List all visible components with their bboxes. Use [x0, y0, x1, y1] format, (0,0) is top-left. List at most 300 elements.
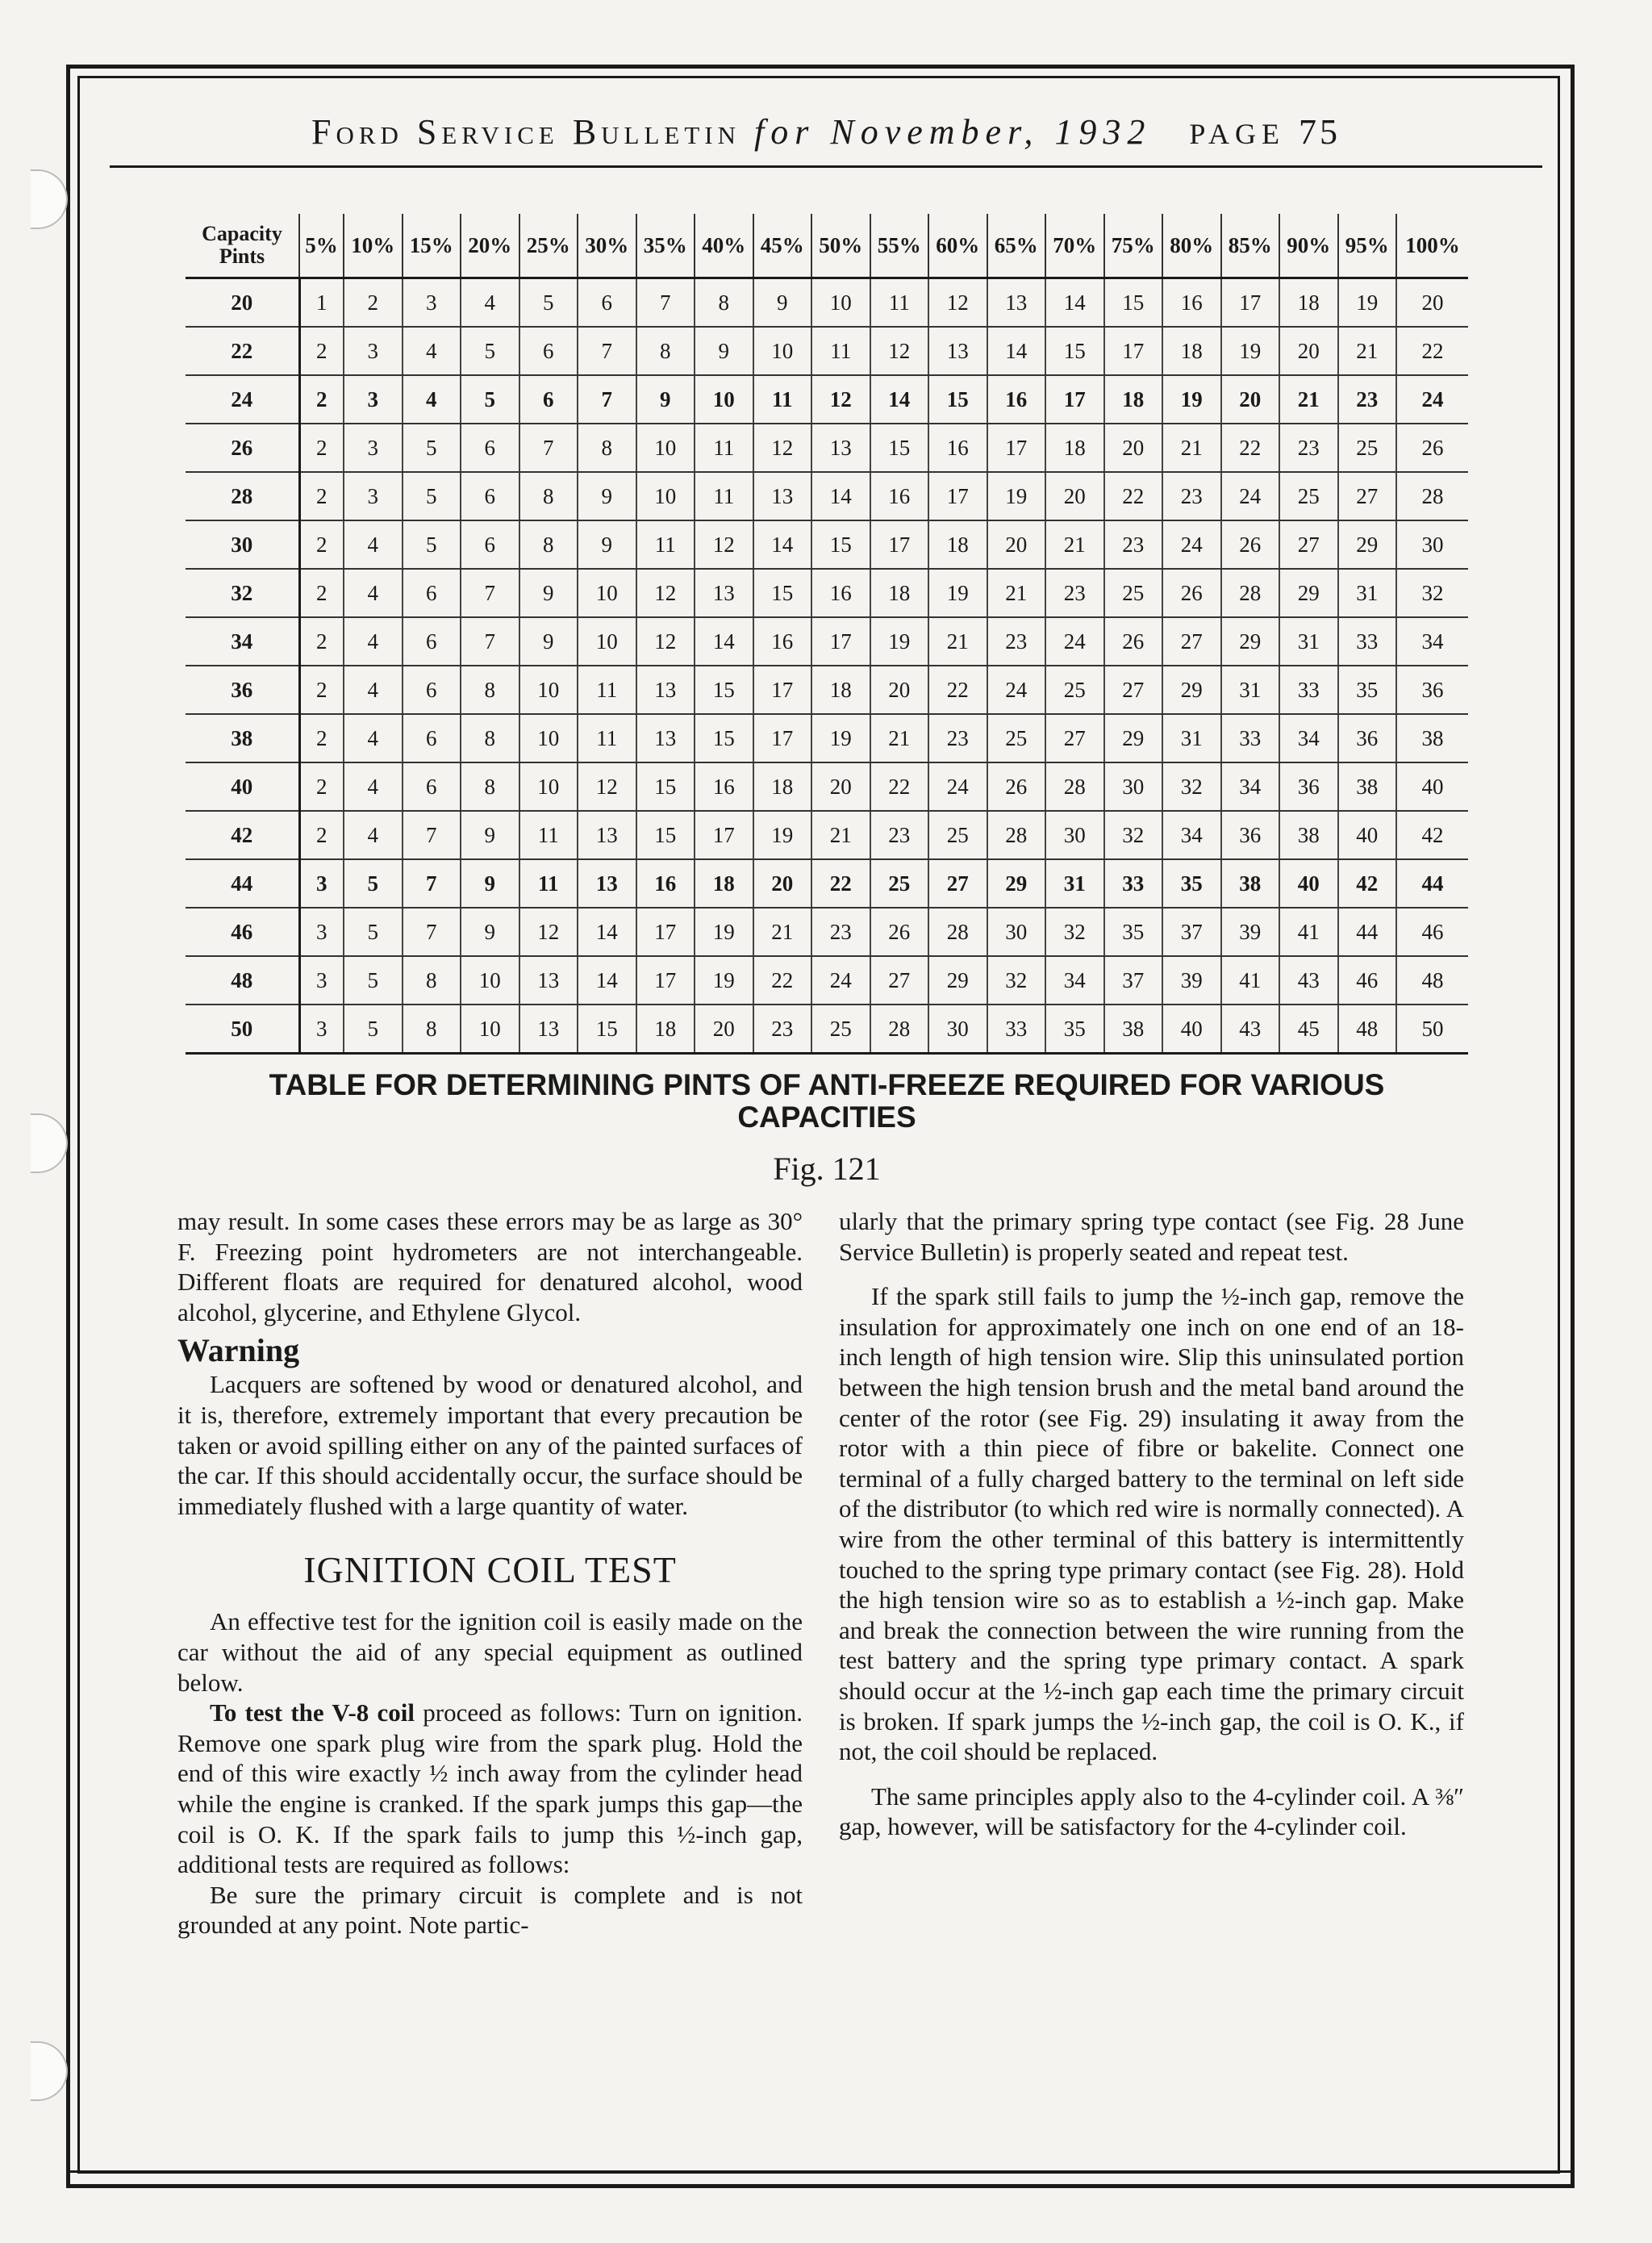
pints-cell: 41	[1221, 956, 1280, 1005]
header-pct-cell: 55%	[870, 214, 929, 278]
pints-cell: 22	[1396, 327, 1468, 375]
pints-cell: 10	[636, 472, 695, 520]
pints-cell: 20	[1396, 278, 1468, 328]
pints-cell: 12	[870, 327, 929, 375]
pints-cell: 27	[870, 956, 929, 1005]
pints-cell: 34	[1221, 762, 1280, 811]
pints-cell: 9	[695, 327, 753, 375]
pints-cell: 11	[636, 520, 695, 569]
pints-cell: 12	[695, 520, 753, 569]
pints-cell: 24	[1045, 617, 1104, 666]
pints-cell: 11	[870, 278, 929, 328]
table-row	[186, 569, 1468, 617]
pints-cell: 7	[636, 278, 695, 328]
header-pct-cell: 25%	[519, 214, 578, 278]
pints-cell: 11	[578, 666, 636, 714]
table-row	[186, 956, 1468, 1005]
header-pct-cell: 80%	[1162, 214, 1221, 278]
pints-cell: 24	[1396, 375, 1468, 424]
pints-cell: 10	[519, 666, 578, 714]
pints-cell: 9	[519, 617, 578, 666]
pints-cell: 10	[636, 424, 695, 472]
pints-cell: 21	[1162, 424, 1221, 472]
pints-cell: 18	[1162, 327, 1221, 375]
pints-cell: 4	[403, 375, 461, 424]
pints-cell: 24	[987, 666, 1046, 714]
pints-cell: 7	[578, 327, 636, 375]
pints-cell: 21	[1338, 327, 1397, 375]
pints-cell: 10	[578, 569, 636, 617]
pints-cell: 19	[1221, 327, 1280, 375]
pints-cell: 7	[461, 569, 519, 617]
header-pct-cell: 50%	[811, 214, 870, 278]
pints-cell: 2	[299, 762, 344, 811]
pints-cell: 6	[461, 472, 519, 520]
table-row	[186, 859, 1468, 908]
pints-cell: 12	[636, 617, 695, 666]
pints-cell: 10	[695, 375, 753, 424]
page-border-bottom-rule	[66, 2170, 1575, 2173]
pints-cell: 18	[811, 666, 870, 714]
pints-cell: 28	[870, 1005, 929, 1054]
pints-cell: 34	[1396, 617, 1468, 666]
pints-cell: 46	[1338, 956, 1397, 1005]
figure-label: Fig. 121	[773, 1151, 881, 1187]
pints-cell: 36	[1396, 666, 1468, 714]
pints-cell: 48	[1338, 1005, 1397, 1054]
pints-cell: 14	[987, 327, 1046, 375]
capacity-cell: 28	[186, 472, 299, 520]
pints-cell: 26	[1221, 520, 1280, 569]
header-pct-cell: 75%	[1104, 214, 1163, 278]
capacity-cell: 30	[186, 520, 299, 569]
pints-cell: 25	[987, 714, 1046, 762]
pints-cell: 21	[1045, 520, 1104, 569]
right-paragraph-3: The same principles apply also to the 4-cylinder coil. A ⅜″ gap, however, will be satisfactory for the 4-cylinder coil.	[839, 1781, 1464, 1841]
pints-cell: 20	[811, 762, 870, 811]
pints-cell: 4	[461, 278, 519, 328]
pints-cell: 29	[1221, 617, 1280, 666]
binder-hole-icon	[31, 2041, 68, 2101]
pints-cell: 43	[1279, 956, 1338, 1005]
pints-cell: 20	[1279, 327, 1338, 375]
pints-cell: 10	[461, 1005, 519, 1054]
pints-cell: 30	[1045, 811, 1104, 859]
table-row	[186, 375, 1468, 424]
pints-cell: 13	[636, 714, 695, 762]
pints-cell: 11	[519, 811, 578, 859]
table-caption: TABLE FOR DETERMINING PINTS OF ANTI-FREEZE REQUIRED FOR VARIOUS CAPACITIES	[269, 1068, 1385, 1134]
pints-cell: 48	[1396, 956, 1468, 1005]
pints-cell: 22	[753, 956, 812, 1005]
pints-cell: 32	[1162, 762, 1221, 811]
pints-cell: 14	[1045, 278, 1104, 328]
pints-cell: 26	[1104, 617, 1163, 666]
pints-cell: 4	[344, 762, 403, 811]
pints-cell: 2	[299, 375, 344, 424]
pints-cell: 8	[461, 666, 519, 714]
pints-cell: 9	[636, 375, 695, 424]
pints-cell: 13	[578, 859, 636, 908]
pints-cell: 4	[344, 666, 403, 714]
pints-cell: 6	[519, 375, 578, 424]
pints-cell: 33	[1338, 617, 1397, 666]
pints-cell: 2	[299, 424, 344, 472]
capacity-cell: 42	[186, 811, 299, 859]
pints-cell: 38	[1396, 714, 1468, 762]
pints-cell: 14	[870, 375, 929, 424]
pints-cell: 6	[403, 762, 461, 811]
pints-cell: 5	[461, 327, 519, 375]
pints-cell: 14	[578, 956, 636, 1005]
header-pct-cell: 90%	[1279, 214, 1338, 278]
pints-cell: 12	[519, 908, 578, 956]
pints-cell: 5	[461, 375, 519, 424]
table-row	[186, 617, 1468, 666]
pints-cell: 27	[1279, 520, 1338, 569]
pints-cell: 19	[870, 617, 929, 666]
pints-cell: 8	[519, 520, 578, 569]
pints-cell: 5	[344, 956, 403, 1005]
pints-cell: 33	[1279, 666, 1338, 714]
pints-cell: 7	[578, 375, 636, 424]
binder-hole-icon	[31, 1113, 68, 1173]
pints-cell: 4	[344, 520, 403, 569]
header-pct-cell: 100%	[1396, 214, 1468, 278]
capacity-cell: 46	[186, 908, 299, 956]
pints-cell: 8	[461, 762, 519, 811]
pints-cell: 8	[403, 1005, 461, 1054]
pints-cell: 29	[1279, 569, 1338, 617]
pints-cell: 13	[578, 811, 636, 859]
pints-cell: 14	[753, 520, 812, 569]
pints-cell: 8	[636, 327, 695, 375]
pints-cell: 3	[299, 908, 344, 956]
pints-cell: 31	[1045, 859, 1104, 908]
pints-cell: 31	[1221, 666, 1280, 714]
pints-cell: 18	[870, 569, 929, 617]
pints-cell: 10	[519, 714, 578, 762]
pints-cell: 2	[299, 811, 344, 859]
pints-cell: 26	[870, 908, 929, 956]
pints-cell: 2	[299, 327, 344, 375]
pints-cell: 17	[636, 908, 695, 956]
pints-cell: 12	[928, 278, 987, 328]
pints-cell: 24	[928, 762, 987, 811]
table-row	[186, 424, 1468, 472]
pints-cell: 13	[811, 424, 870, 472]
pints-cell: 18	[928, 520, 987, 569]
pints-cell: 29	[1338, 520, 1397, 569]
pints-cell: 29	[987, 859, 1046, 908]
pints-cell: 17	[870, 520, 929, 569]
pints-cell: 17	[987, 424, 1046, 472]
pints-cell: 11	[695, 472, 753, 520]
pints-cell: 3	[344, 375, 403, 424]
pints-cell: 32	[1104, 811, 1163, 859]
pints-cell: 38	[1104, 1005, 1163, 1054]
header-date: for November, 1932	[754, 112, 1152, 152]
pints-cell: 4	[344, 811, 403, 859]
pints-cell: 12	[578, 762, 636, 811]
pints-cell: 13	[695, 569, 753, 617]
pints-cell: 45	[1279, 1005, 1338, 1054]
pints-cell: 11	[695, 424, 753, 472]
v8-coil-text: proceed as follows: Turn on ignition. Remove one spark plug wire from the spark plug. Hold the end of this wire exactly ½ inch away from the cylinder head while the engine is cranked. If the spark jumps this gap—the coil is O. K. If the spark fails to jump this ½-inch gap, additional tests are required as follows:	[177, 1698, 803, 1879]
pints-cell: 23	[870, 811, 929, 859]
pints-cell: 15	[753, 569, 812, 617]
header-rule	[110, 165, 1542, 168]
pints-cell: 20	[1045, 472, 1104, 520]
pints-cell: 25	[870, 859, 929, 908]
capacity-cell: 32	[186, 569, 299, 617]
pints-cell: 6	[461, 520, 519, 569]
pints-cell: 9	[578, 520, 636, 569]
table-header-row	[186, 214, 1468, 278]
pints-cell: 28	[1221, 569, 1280, 617]
pints-cell: 39	[1162, 956, 1221, 1005]
pints-cell: 23	[1162, 472, 1221, 520]
pints-cell: 40	[1279, 859, 1338, 908]
pints-cell: 16	[753, 617, 812, 666]
right-paragraph-2: If the spark still fails to jump the ½-inch gap, remove the insulation for approximately one inch on one end of an 18-inch length of high tension wire. Slip this uninsulated portion between the high tension brush and the metal band around the center of the rotor (see Fig. 29) insulating it away from the rotor with a thin piece of fibre or bakelite. Connect one terminal of a fully charged battery to the terminal on left side of the distributor (to which red wire is normally connected). A wire from the other terminal of this battery is intermittently touched to the spring type primary contact (see Fig. 28). Hold the high tension wire so as to establish a ½-inch gap. Make and break the connection between the wire running from the test battery and the spring type primary contact. A spark should occur at the ½-inch gap each time the primary circuit is broken. If spark jumps the ½-inch gap, the coil is O. K., if not, the coil should be replaced.	[839, 1282, 1464, 1766]
pints-cell: 7	[403, 908, 461, 956]
pints-cell: 6	[403, 714, 461, 762]
header-pct-cell: 5%	[299, 214, 344, 278]
pints-cell: 3	[344, 424, 403, 472]
pints-cell: 15	[695, 714, 753, 762]
pints-cell: 35	[1338, 666, 1397, 714]
pints-cell: 26	[1162, 569, 1221, 617]
pints-cell: 17	[1221, 278, 1280, 328]
pints-cell: 4	[344, 569, 403, 617]
pints-cell: 30	[928, 1005, 987, 1054]
pints-cell: 36	[1221, 811, 1280, 859]
pints-cell: 27	[928, 859, 987, 908]
pints-cell: 20	[695, 1005, 753, 1054]
header-pct-cell: 35%	[636, 214, 695, 278]
pints-cell: 17	[928, 472, 987, 520]
left-paragraph-5: Be sure the primary circuit is complete and is not grounded at any point. Note partic-	[177, 1880, 803, 1940]
pints-cell: 11	[578, 714, 636, 762]
pints-cell: 12	[811, 375, 870, 424]
table-row	[186, 762, 1468, 811]
pints-cell: 6	[578, 278, 636, 328]
pints-cell: 7	[403, 859, 461, 908]
pints-cell: 9	[461, 908, 519, 956]
pints-cell: 14	[811, 472, 870, 520]
pints-cell: 44	[1396, 859, 1468, 908]
pints-cell: 9	[753, 278, 812, 328]
pints-cell: 18	[753, 762, 812, 811]
pints-cell: 18	[1279, 278, 1338, 328]
pints-cell: 30	[1396, 520, 1468, 569]
header-page-number: 75	[1299, 112, 1341, 152]
pints-cell: 41	[1279, 908, 1338, 956]
pints-cell: 22	[928, 666, 987, 714]
pints-cell: 25	[1279, 472, 1338, 520]
pints-cell: 42	[1396, 811, 1468, 859]
pints-cell: 18	[695, 859, 753, 908]
right-column	[839, 1206, 1464, 1842]
pints-cell: 46	[1396, 908, 1468, 956]
page-header	[110, 111, 1542, 160]
pints-cell: 13	[928, 327, 987, 375]
pints-cell: 21	[928, 617, 987, 666]
header-pct-cell: 15%	[403, 214, 461, 278]
pints-cell: 23	[811, 908, 870, 956]
pints-cell: 23	[1104, 520, 1163, 569]
table-row	[186, 520, 1468, 569]
pints-cell: 5	[344, 1005, 403, 1054]
pints-cell: 7	[519, 424, 578, 472]
binder-hole-icon	[31, 169, 68, 229]
pints-cell: 40	[1396, 762, 1468, 811]
warning-heading: Warning	[177, 1332, 300, 1369]
pints-cell: 22	[811, 859, 870, 908]
pints-cell: 15	[1104, 278, 1163, 328]
pints-cell: 17	[753, 714, 812, 762]
pints-cell: 23	[1045, 569, 1104, 617]
header-pct-cell: 95%	[1338, 214, 1397, 278]
pints-cell: 16	[695, 762, 753, 811]
pints-cell: 10	[461, 956, 519, 1005]
capacity-cell: 24	[186, 375, 299, 424]
pints-cell: 5	[403, 424, 461, 472]
pints-cell: 36	[1279, 762, 1338, 811]
table-row	[186, 908, 1468, 956]
pints-cell: 30	[987, 908, 1046, 956]
pints-cell: 11	[811, 327, 870, 375]
pints-cell: 2	[344, 278, 403, 328]
pints-cell: 35	[1104, 908, 1163, 956]
pints-cell: 3	[344, 472, 403, 520]
pints-cell: 16	[1162, 278, 1221, 328]
pints-cell: 17	[811, 617, 870, 666]
pints-cell: 6	[403, 666, 461, 714]
pints-cell: 40	[1162, 1005, 1221, 1054]
table-row	[186, 666, 1468, 714]
pints-cell: 3	[403, 278, 461, 328]
pints-cell: 27	[1338, 472, 1397, 520]
pints-cell: 28	[928, 908, 987, 956]
pints-cell: 38	[1338, 762, 1397, 811]
header-pct-cell: 20%	[461, 214, 519, 278]
pints-cell: 38	[1279, 811, 1338, 859]
pints-cell: 19	[987, 472, 1046, 520]
pints-cell: 17	[695, 811, 753, 859]
pints-cell: 8	[578, 424, 636, 472]
capacity-cell: 22	[186, 327, 299, 375]
pints-cell: 21	[987, 569, 1046, 617]
table-row	[186, 1005, 1468, 1054]
pints-cell: 20	[870, 666, 929, 714]
pints-cell: 16	[928, 424, 987, 472]
pints-cell: 4	[403, 327, 461, 375]
header-pct-cell: 10%	[344, 214, 403, 278]
pints-cell: 24	[1221, 472, 1280, 520]
header-page-label: PAGE	[1189, 118, 1286, 150]
pints-cell: 22	[1221, 424, 1280, 472]
pints-cell: 22	[1104, 472, 1163, 520]
pints-cell: 19	[695, 956, 753, 1005]
pints-cell: 29	[928, 956, 987, 1005]
pints-cell: 34	[1279, 714, 1338, 762]
pints-cell: 8	[695, 278, 753, 328]
pints-cell: 36	[1338, 714, 1397, 762]
pints-cell: 39	[1221, 908, 1280, 956]
pints-cell: 27	[1104, 666, 1163, 714]
pints-cell: 3	[299, 956, 344, 1005]
pints-cell: 5	[344, 908, 403, 956]
pints-cell: 27	[1162, 617, 1221, 666]
pints-cell: 2	[299, 714, 344, 762]
pints-cell: 6	[403, 617, 461, 666]
capacity-cell: 26	[186, 424, 299, 472]
pints-cell: 2	[299, 666, 344, 714]
left-paragraph-4	[177, 1698, 803, 1880]
pints-cell: 35	[1045, 1005, 1104, 1054]
pints-cell: 9	[519, 569, 578, 617]
capacity-cell: 50	[186, 1005, 299, 1054]
pints-cell: 15	[636, 811, 695, 859]
pints-cell: 10	[753, 327, 812, 375]
header-capacity: Capacity Pints	[186, 214, 299, 278]
table-row	[186, 714, 1468, 762]
pints-cell: 20	[1104, 424, 1163, 472]
pints-cell: 5	[519, 278, 578, 328]
capacity-cell: 38	[186, 714, 299, 762]
pints-cell: 21	[811, 811, 870, 859]
pints-cell: 22	[870, 762, 929, 811]
pints-cell: 18	[1045, 424, 1104, 472]
pints-cell: 35	[1162, 859, 1221, 908]
table-row	[186, 278, 1468, 328]
pints-cell: 15	[578, 1005, 636, 1054]
pints-cell: 16	[811, 569, 870, 617]
pints-cell: 15	[928, 375, 987, 424]
table-row	[186, 811, 1468, 859]
pints-cell: 3	[344, 327, 403, 375]
pints-cell: 33	[987, 1005, 1046, 1054]
pints-cell: 6	[519, 327, 578, 375]
pints-cell: 38	[1221, 859, 1280, 908]
pints-cell: 3	[299, 1005, 344, 1054]
pints-cell: 13	[753, 472, 812, 520]
header-pct-cell: 60%	[928, 214, 987, 278]
pints-cell: 2	[299, 569, 344, 617]
pints-cell: 34	[1045, 956, 1104, 1005]
pints-cell: 25	[811, 1005, 870, 1054]
pints-cell: 23	[1338, 375, 1397, 424]
capacity-cell: 36	[186, 666, 299, 714]
pints-cell: 31	[1162, 714, 1221, 762]
pints-cell: 12	[636, 569, 695, 617]
pints-cell: 13	[987, 278, 1046, 328]
pints-cell: 14	[695, 617, 753, 666]
pints-cell: 31	[1279, 617, 1338, 666]
pints-cell: 25	[928, 811, 987, 859]
pints-cell: 32	[1045, 908, 1104, 956]
pints-cell: 10	[519, 762, 578, 811]
antifreeze-table	[186, 214, 1468, 1055]
pints-cell: 13	[636, 666, 695, 714]
pints-cell: 32	[987, 956, 1046, 1005]
section-title: IGNITION COIL TEST	[303, 1549, 677, 1591]
pints-cell: 15	[1045, 327, 1104, 375]
pints-cell: 7	[403, 811, 461, 859]
pints-cell: 28	[987, 811, 1046, 859]
